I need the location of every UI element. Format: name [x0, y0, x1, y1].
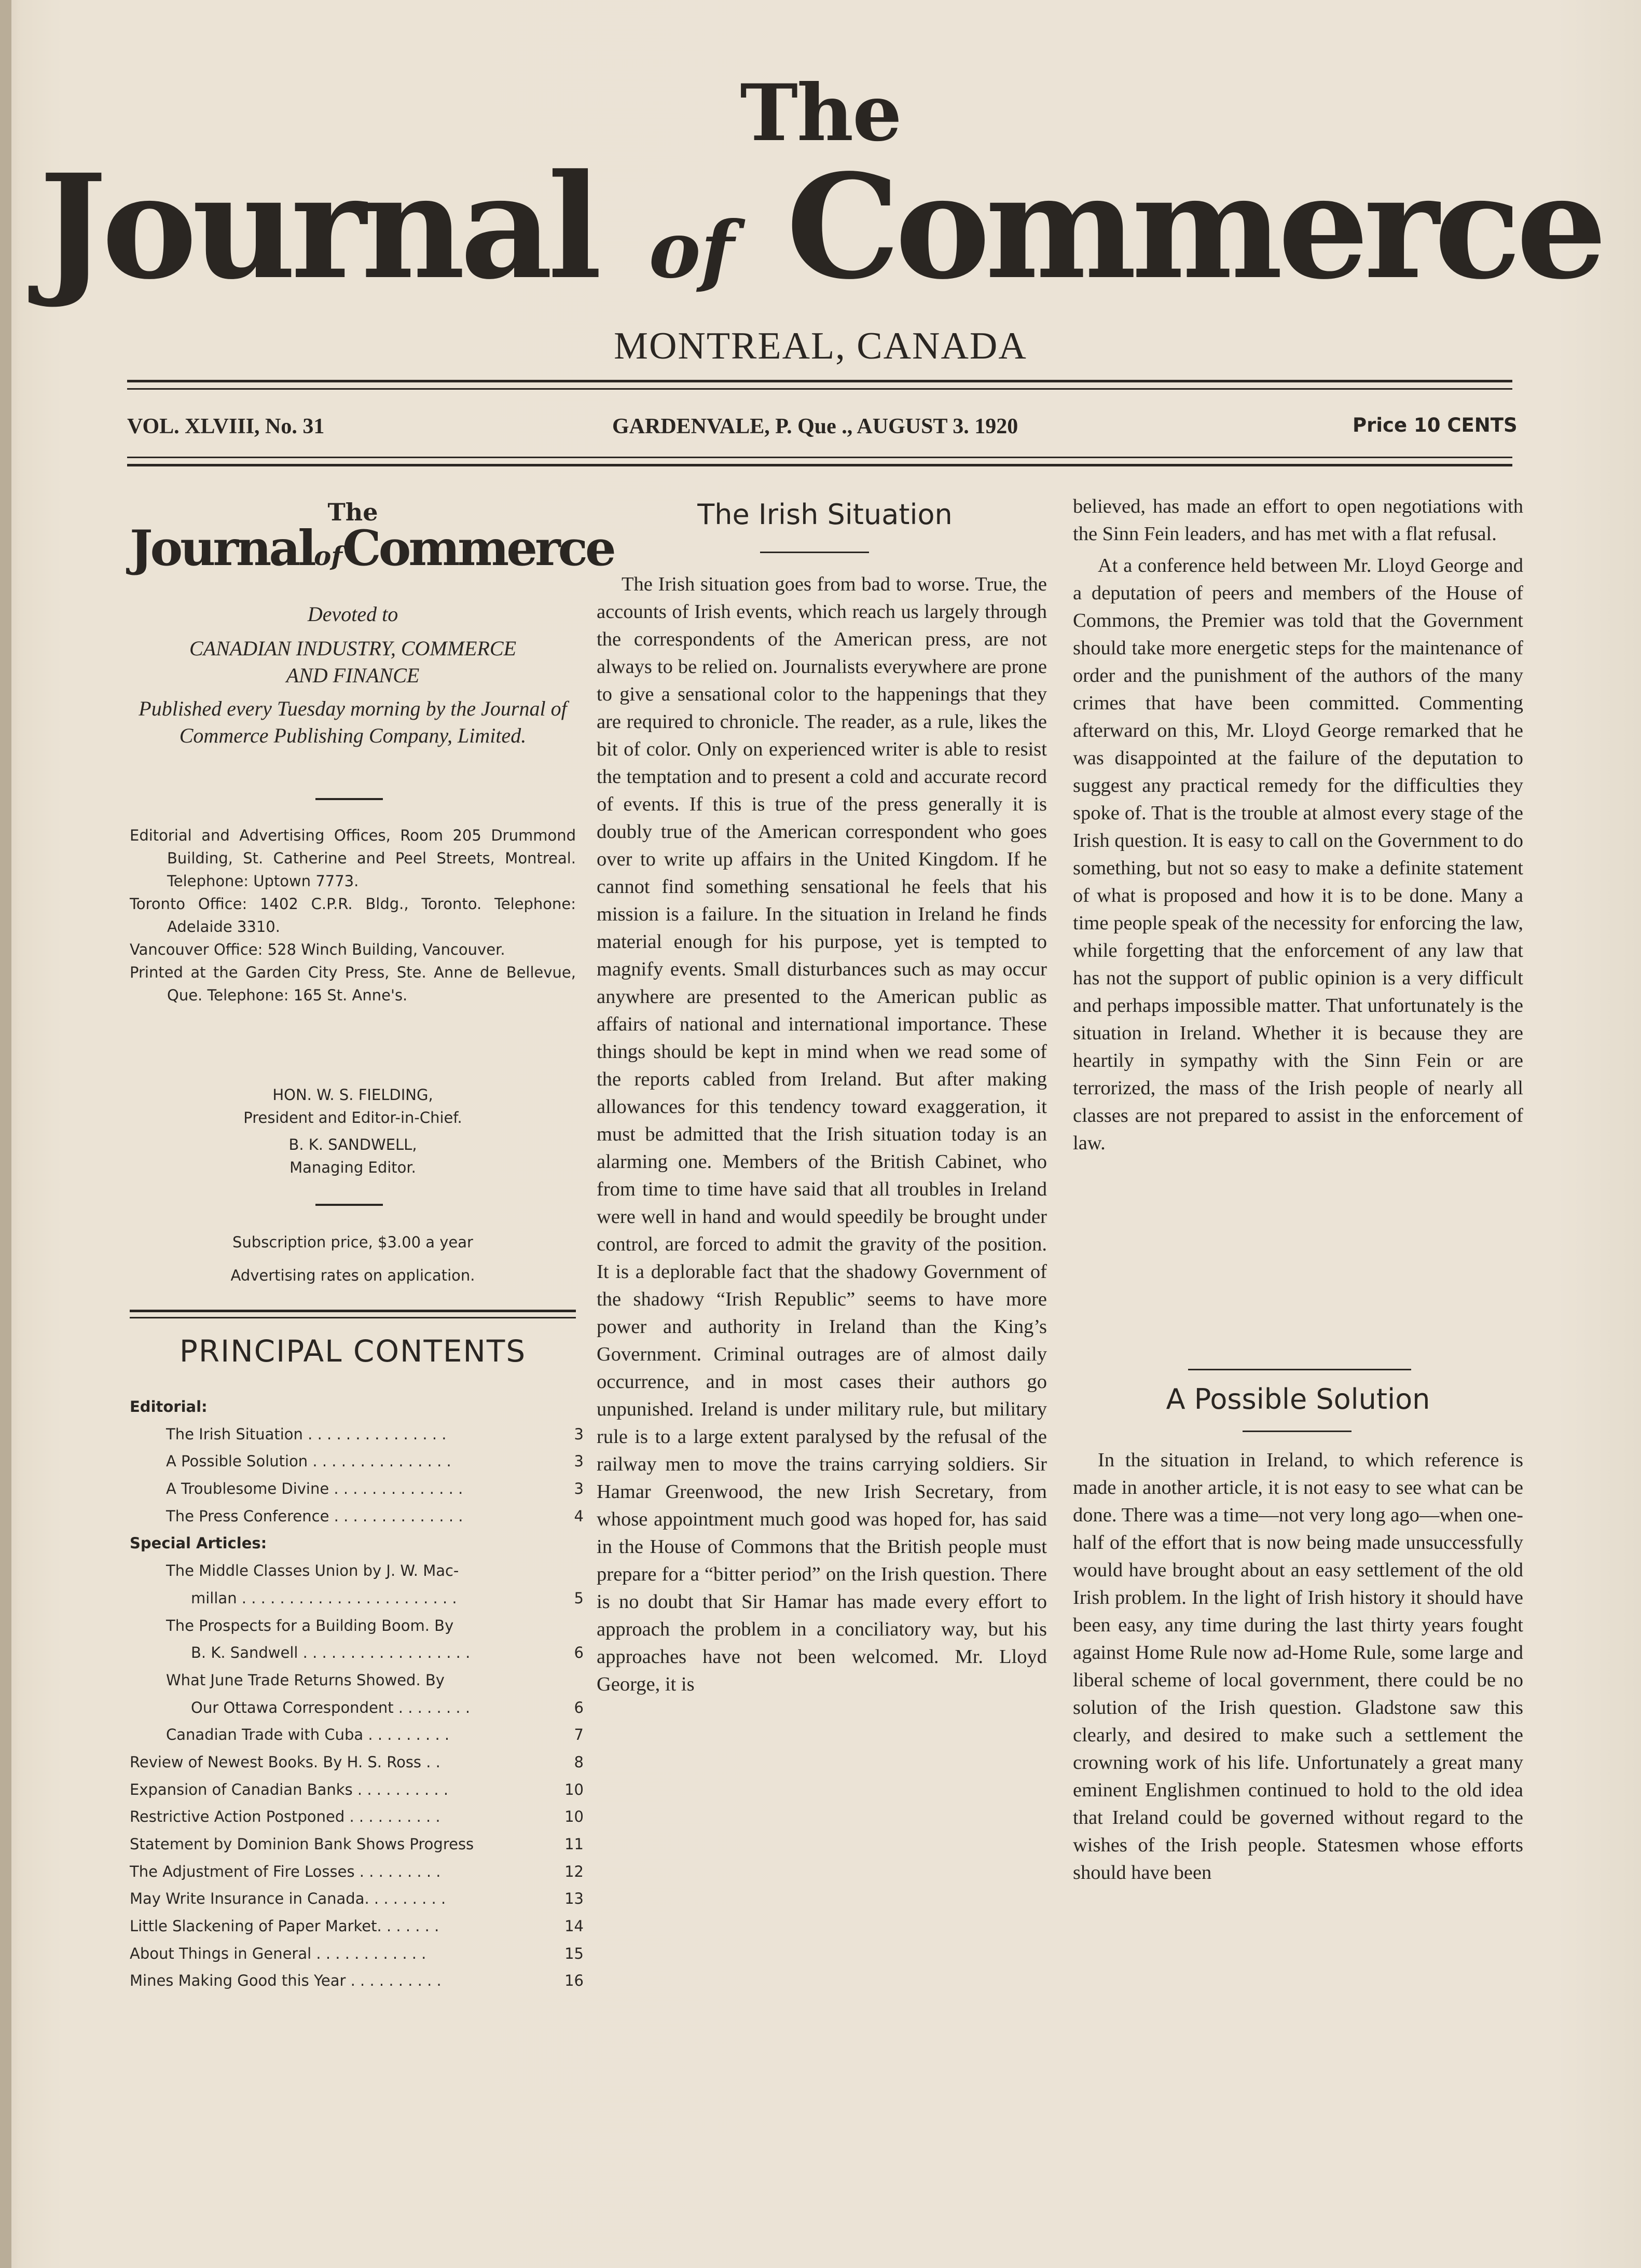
devoted-to: Devoted to: [307, 602, 398, 626]
industry-line: CANADIAN INDUSTRY, COMMERCE AND FINANCE: [189, 637, 517, 687]
contents-row: [130, 1913, 584, 1940]
contents-entry-title: millan . . . . . . . . . . . . . . . . . . . . . . .: [191, 1589, 457, 1607]
contents-entry-title: A Possible Solution . . . . . . . . . . . . . . .: [166, 1452, 451, 1470]
masthead-the: The: [740, 67, 901, 159]
article-title: The Irish Situation: [697, 498, 953, 531]
contents-entry-title: Statement by Dominion Bank Shows Progress: [130, 1835, 474, 1853]
contents-entry-title: Review of Newest Books. By H. S. Ross . .: [130, 1753, 440, 1771]
editor-name: HON. W. S. FIELDING,: [272, 1086, 433, 1104]
sidebar-the: The: [327, 498, 378, 526]
contents-entry-title: Mines Making Good this Year . . . . . . . . . .: [130, 1972, 442, 1990]
contents-entry-title: B. K. Sandwell . . . . . . . . . . . . . . . . . .: [191, 1644, 471, 1662]
contents-entry-title: Expansion of Canadian Banks . . . . . . . . . .: [130, 1780, 449, 1798]
contents-row: [130, 1475, 584, 1503]
dateline-rule: [127, 464, 1512, 466]
office-addresses: [130, 824, 576, 1007]
dateline-rule-thin: [127, 457, 1512, 458]
contents-row: [130, 1639, 584, 1667]
office-entry: Printed at the Garden City Press, Ste. Anne de Bellevue, Que. Telephone: 165 St. Anne's.: [130, 964, 576, 1004]
contents-row: [130, 1503, 584, 1530]
contents-row: [130, 1831, 584, 1858]
contents-entry-title: The Prospects for a Building Boom. By: [166, 1616, 454, 1634]
contents-page-number: 10: [564, 1780, 584, 1798]
masthead-journal: Journal: [39, 143, 597, 311]
contents-row: [130, 1585, 584, 1612]
article2-top-rule: [1188, 1369, 1411, 1370]
contents-page-number: 12: [564, 1862, 584, 1880]
sidebar-rule-1: [315, 798, 383, 800]
contents-page-number: 10: [564, 1808, 584, 1826]
article-paragraph: believed, has made an effort to open negotiations with the Sinn Fein leaders, and has met with a flat refusal.: [1073, 496, 1523, 545]
masthead-commerce: Commerce: [786, 143, 1602, 311]
contents-page-number: 8: [574, 1753, 584, 1771]
contents-entry-title: A Troublesome Divine . . . . . . . . . . . . . .: [166, 1480, 463, 1498]
contents-page-number: 13: [564, 1890, 584, 1908]
editor-name: B. K. SANDWELL,: [288, 1136, 417, 1153]
contents-page-number: 6: [574, 1698, 584, 1716]
contents-row: [130, 1393, 584, 1421]
article-paragraph: At a conference held between Mr. Lloyd George and a deputation of peers and members of the House of Commons, the Premier was told that the Government should take more energetic steps for the maintenance of order and the punishment of the authors of the many crimes that have been committed. Commenting afterward on this, Mr. Lloyd George remarked that he was disappointed at the failure of the deputation to suggest any practical remedy for the difficulties they spoke of. That is the trouble at almost every stage of the Irish question. It is easy to call on the Government to do something, but not so easy to make a definite statement of what is proposed and how it is to be done. Many a time people speak of the necessity for enforcing the law, while forgetting that the enforcement of any law that has not the support of public opinion is a very difficult and perhaps impossible matter. That unfortunately is the situation in Ireland. Whether it is because they are heartily in sympathy with the Sinn Fein or are terrorized, the mass of the Irish people of nearly all classes are not prepared to assist in the enforcement of law.: [1073, 555, 1523, 1154]
place-date: GARDENVALE, P. Que ., AUGUST 3. 1920: [612, 415, 1018, 438]
article-paragraph: In the situation in Ireland, to which reference is made in another article, it is not easy to see what can be done. There was a time—not very long ago—when one-half of the effort that is now being made unsuccessfully would have brought about an easy settlement of the old Irish problem. In the light of Irish history it should have been easy, any time during the last thirty years fought against Home Rule now ad-Home Rule, some large and liberal scheme of local government, there could be no solution of the Irish question. Gladstone saw this clearly, and desired to make such a settlement the crowning work of his life. Unfortunately a great many eminent Englishmen continued to hold to the old idea that Ireland could be governed without regard to the wishes of the Irish people. Statesmen whose efforts should have been: [1073, 1449, 1523, 1884]
masthead-rule-top-thin: [127, 388, 1512, 390]
contents-row: [130, 1803, 584, 1831]
contents-entry-title: The Irish Situation . . . . . . . . . . . . . . .: [166, 1425, 447, 1443]
contents-page-number: 7: [574, 1726, 584, 1744]
price: Price 10 CENTS: [1353, 414, 1518, 436]
contents-row: [130, 1530, 584, 1557]
article-title-rule: [760, 552, 869, 553]
article-paragraph: The Irish situation goes from bad to worse. True, the accounts of Irish events, which reach us largely through the correspondents of the American press, are not always to be relied on. Journalists everywhere are prone to give a sensational color to the happenings that they are required to chronicle. The reader, as a rule, likes the bit of color. Only on experienced writer is able to resist the temptation and to present a cold and accurate record of events. If this is true of the press generally it is doubly true of the American correspondent who goes over to write up affairs in the United Kingdom. If he cannot find something sensational he feels that his mission is a failure. In the situation in Ireland he finds material enough for his purpose, yet is tempted to magnify events. Small disturbances such as may occur anywhere are presented to the American public as affairs of national and international importance. These things should be kept in mind when we read some of the reports cabled from Ireland. But after making allowances for this tendency toward exaggeration, it must be admitted that the Irish situation today is an alarming one. Members of the British Cabinet, who from time to time have said that all troubles in Ireland were well in hand and would speedily be brought under control, are forced to admit the gravity of the position. It is a deplorable fact that the shadowy Government of the shadowy “Irish Republic” seems to have more power and authority in Ireland than the King’s Government. Criminal outrages are of almost daily occurrence, and in most cases their authors go unpunished. Ireland is under military rule, but military rule is to a large extent paralysed by the refusal of the railway men to move the trains carrying soldiers. Sir Hamar Greenwood, the new Irish Secretary, from whose appointment much good was hoped for, has said in the House of Commons that the British people must prepare for a “bitter period” on the Irish question. There is no doubt that Sir Hamar has made every effort to approach the problem in a conciliatory way, but his approaches have not been welcomed. Mr. Lloyd George, it is: [597, 573, 1047, 1695]
contents-entry-title: The Press Conference . . . . . . . . . . . . . .: [166, 1507, 463, 1525]
editor-role: Managing Editor.: [289, 1159, 416, 1176]
article2-column: [1073, 1447, 1523, 1887]
office-entry: Editorial and Advertising Offices, Room 205 Drummond Building, St. Catherine and Peel Streets, Montreal. Telephone: Uptown 7773.: [130, 827, 576, 890]
contents-page-number: 14: [564, 1917, 584, 1935]
contents-entry-title: May Write Insurance in Canada. . . . . . . . .: [130, 1890, 446, 1908]
contents-row: [130, 1967, 584, 1995]
contents-row: [130, 1885, 584, 1913]
masthead-title: [0, 143, 1641, 311]
contents-entry-title: Our Ottawa Correspondent . . . . . . . .: [191, 1698, 471, 1716]
sidebar-rule-2: [315, 1204, 383, 1206]
contents-row: [130, 1940, 584, 1968]
contents-section-label: Editorial:: [130, 1398, 208, 1415]
contents-list: [130, 1393, 584, 1995]
masthead-city: MONTREAL, CANADA: [614, 325, 1027, 367]
contents-entry-title: The Middle Classes Union by J. W. Mac-: [166, 1562, 459, 1580]
article-column-1: [597, 571, 1047, 1698]
contents-page-number: 15: [564, 1944, 584, 1962]
sidebar-of: of: [314, 541, 342, 571]
contents-rule: [130, 1310, 576, 1312]
contents-entry-title: About Things in General . . . . . . . . . . . .: [130, 1944, 426, 1962]
sidebar-commerce: Commerce: [342, 520, 614, 577]
article-title: A Possible Solution: [1166, 1383, 1430, 1415]
contents-page-number: 3: [574, 1425, 584, 1443]
contents-row: [130, 1667, 584, 1694]
contents-page-number: 16: [564, 1972, 584, 1990]
contents-row: [130, 1448, 584, 1475]
masthead-of: of: [649, 204, 735, 296]
office-entry: Vancouver Office: 528 Winch Building, Vancouver.: [130, 941, 505, 958]
contents-row: [130, 1557, 584, 1585]
editors: [130, 1083, 576, 1179]
contents-entry-title: Canadian Trade with Cuba . . . . . . . . .: [166, 1726, 450, 1744]
editor-role: President and Editor-in-Chief.: [243, 1109, 462, 1126]
contents-entry-title: What June Trade Returns Showed. By: [166, 1671, 445, 1689]
contents-row: [130, 1858, 584, 1886]
masthead-rule-top: [127, 380, 1512, 382]
article-column-2: [1073, 493, 1523, 1157]
subscription-price: Subscription price, $3.00 a year: [232, 1233, 473, 1251]
contents-heading: PRINCIPAL CONTENTS: [179, 1334, 527, 1369]
office-entry: Toronto Office: 1402 C.P.R. Bldg., Toronto. Telephone: Adelaide 3310.: [130, 895, 576, 936]
contents-row: [130, 1694, 584, 1722]
contents-page-number: 3: [574, 1480, 584, 1498]
contents-row: [130, 1749, 584, 1776]
contents-page-number: 5: [574, 1589, 584, 1607]
sidebar-title: [130, 520, 614, 577]
contents-row: [130, 1721, 584, 1749]
contents-page-number: 4: [574, 1507, 584, 1525]
contents-section-label: Special Articles:: [130, 1534, 267, 1552]
contents-rule-thin: [130, 1317, 576, 1318]
sidebar-journal: Journal: [130, 520, 314, 577]
contents-page-number: 3: [574, 1452, 584, 1470]
article-title-rule: [1243, 1431, 1352, 1432]
contents-row: [130, 1776, 584, 1804]
contents-row: [130, 1421, 584, 1448]
contents-entry-title: Restrictive Action Postponed . . . . . . . . . .: [130, 1808, 440, 1826]
contents-row: [130, 1612, 584, 1640]
volume-number: VOL. XLVIII, No. 31: [127, 415, 325, 438]
contents-page-number: 6: [574, 1644, 584, 1662]
advertising-rates: Advertising rates on application.: [230, 1267, 475, 1284]
contents-entry-title: The Adjustment of Fire Losses . . . . . . . . .: [130, 1862, 441, 1880]
published-note: Published every Tuesday morning by the Journal of Commerce Publishing Company, Limited.: [139, 697, 567, 747]
contents-entry-title: Little Slackening of Paper Market. . . . . . .: [130, 1917, 439, 1935]
contents-page-number: 11: [564, 1835, 584, 1853]
